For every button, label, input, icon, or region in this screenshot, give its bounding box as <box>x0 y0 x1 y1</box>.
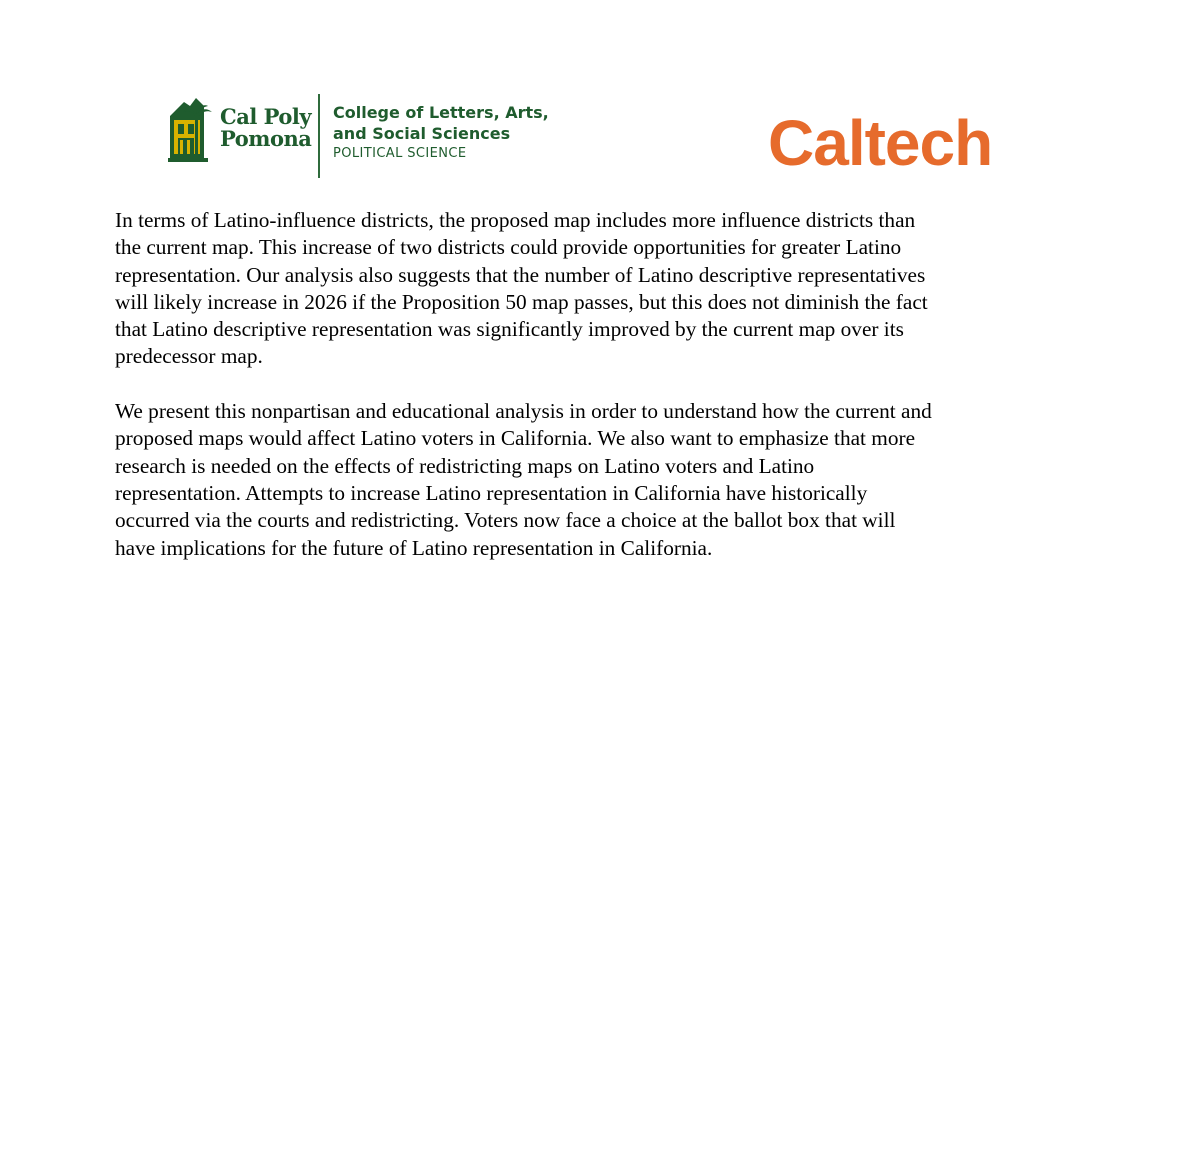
cal-poly-pomona-logo <box>166 94 566 180</box>
text-line: representation. Our analysis also suggests that the number of Latino descriptive representatives <box>115 262 926 287</box>
text-line: We present this nonpartisan and educational analysis in order to understand how the current and <box>115 399 932 424</box>
cal-poly-pomona-wordmark <box>220 106 311 150</box>
caltech-logo: Caltech <box>768 107 993 179</box>
text-line: predecessor map. <box>115 344 263 369</box>
text-line: the current map. This increase of two districts could provide opportunities for greater Latino <box>115 235 902 260</box>
text-line: will likely increase in 2026 if the Proposition 50 map passes, but this does not diminish the fact <box>115 289 928 314</box>
text-line: representation. Attempts to increase Latino representation in California have historically <box>115 480 868 505</box>
cal-poly-name-line1: Cal Poly <box>220 104 312 129</box>
text-line: occurred via the courts and redistricting. Voters now face a choice at the ballot box that will <box>115 508 896 533</box>
cal-poly-seal-icon <box>166 96 216 164</box>
document-body <box>115 207 1050 589</box>
page-header <box>0 0 1180 190</box>
cal-poly-name-line2: Pomona <box>220 126 312 151</box>
text-line: proposed maps would affect Latino voters in California. We also want to emphasize that more <box>115 426 916 451</box>
logo-divider <box>318 94 320 178</box>
college-name <box>333 102 549 164</box>
text-line: that Latino descriptive representation was significantly improved by the current map over its <box>115 317 904 342</box>
college-line1: College of Letters, Arts, <box>333 103 549 122</box>
paragraph <box>115 207 1050 371</box>
text-line: research is needed on the effects of redistricting maps on Latino voters and Latino <box>115 453 815 478</box>
text-line: In terms of Latino-influence districts, the proposed map includes more influence districts than <box>115 208 916 232</box>
text-line: have implications for the future of Latino representation in California. <box>115 535 713 560</box>
college-line2: and Social Sciences <box>333 124 511 143</box>
paragraph <box>115 398 1050 562</box>
department-name: POLITICAL SCIENCE <box>333 146 467 161</box>
